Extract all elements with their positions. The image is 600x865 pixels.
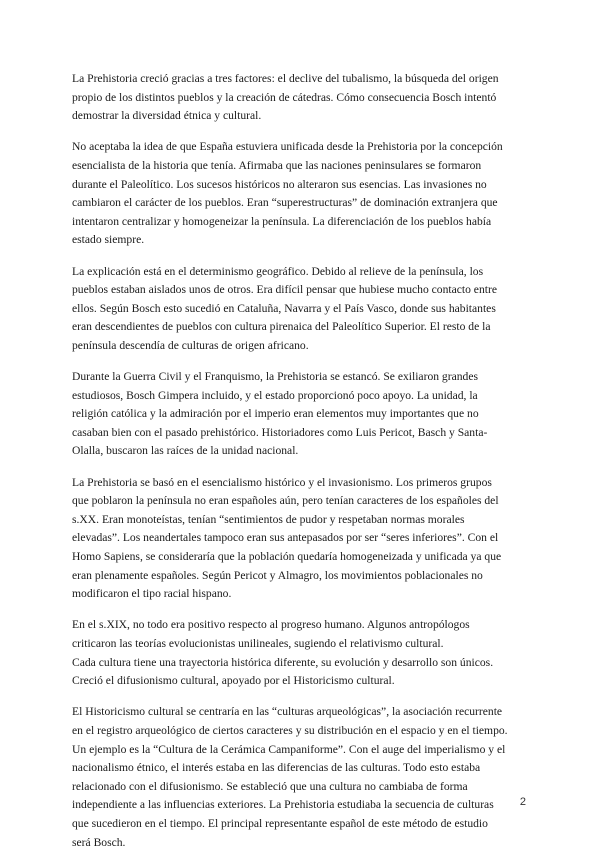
- text-line: nacionalismo étnico, el interés estaba en las diferencias de las culturas. Todo esto estaba: [72, 761, 481, 775]
- paragraph-4: [72, 368, 534, 461]
- text-line: intentaron centralizar y homogeneizar la península. La diferenciación de los pueblos había: [72, 214, 492, 228]
- text-line: eran plenamente españoles. Según Pericot y Almagro, los movimientos poblacionales no: [72, 568, 483, 582]
- paragraph-2: [72, 138, 534, 250]
- text-line: será Bosch.: [72, 835, 126, 849]
- text-line: Creció el difusionismo cultural, apoyado por el Historicismo cultural.: [72, 674, 395, 688]
- page-number: 2: [519, 796, 526, 808]
- text-line: criticaron las teorías evolucionistas unilineales, sugiendo el relativismo cultural.: [72, 637, 444, 650]
- paragraph-5: [72, 474, 534, 604]
- text-line: Olalla, buscaron las raíces de la unidad nacional.: [72, 444, 299, 458]
- text-line: demostrar la diversidad étnica y cultural.: [72, 109, 262, 123]
- text-line: estado siempre.: [72, 233, 145, 247]
- document-body: [72, 70, 534, 865]
- text-line: cambiaron el carácter de los pueblos. Eran “superestructuras” de dominación extranjera que: [72, 196, 498, 210]
- text-line: La Prehistoria creció gracias a tres factores: el declive del tubalismo, la búsqueda del origen: [72, 72, 499, 85]
- text-line: que poblaron la península no eran españoles aún, pero tenían caracteres de los españoles del: [72, 494, 499, 508]
- text-line: península descendía de culturas de origen africano.: [72, 338, 309, 352]
- text-line: s.XX. Eran monoteístas, tenían “sentimientos de pudor y respetaban normas morales: [72, 512, 465, 526]
- text-line: Homo Sapiens, se consideraría que la población quedaría homogeneizada y unificada ya que: [72, 550, 502, 564]
- text-line: ellos. Según Bosch esto sucedió en Cataluña, Navarra y el País Vasco, donde sus habitantes: [72, 301, 496, 315]
- paragraph-6: [72, 616, 534, 690]
- text-line: que sucedieron en el tiempo. El principal representante español de este método de estudio: [72, 816, 488, 830]
- text-line: durante el Paleolítico. Los sucesos históricos no alteraron sus esencias. Las invasiones no: [72, 177, 487, 191]
- paragraph-7: [72, 703, 534, 852]
- text-line: eran descendientes de pueblos con cultura pirenaica del Paleolítico Superior. El resto de la: [72, 320, 491, 334]
- text-line: independiente a las influencias exteriores. La Prehistoria estudiaba la secuencia de culturas: [72, 798, 494, 812]
- text-line: religión católica y la admiración por el imperio eran elementos muy importantes que no: [72, 407, 479, 421]
- text-line: Cada cultura tiene una trayectoria histórica diferente, su evolución y desarrollo son únicos.: [72, 655, 494, 669]
- text-line: El Historicismo cultural se centraría en las “culturas arqueológicas”, la asociación recurrente: [72, 705, 503, 719]
- text-line: La explicación está en el determinismo geográfico. Debido al relieve de la península, los: [72, 264, 484, 278]
- text-line: casaban bien con el pasado prehistórico. Historiadores como Luis Pericot, Basch y Santa-: [72, 425, 488, 439]
- text-line: relacionado con el difusionismo. Se estableció que una cultura no cambiaba de forma: [72, 779, 468, 793]
- text-line: en el registro arqueológico de ciertos caracteres y su distribución en el espacio y en el tiempo.: [72, 723, 508, 737]
- text-line: estudiosos, Bosch Gimpera incluido, y el estado proporcionó poco apoyo. La unidad, la: [72, 388, 478, 402]
- text-line: pueblos estaban aislados unos de otros. Era difícil pensar que hubiese mucho contacto entre: [72, 283, 497, 297]
- text-line: Durante la Guerra Civil y el Franquismo, la Prehistoria se estancó. Se exiliaron grandes: [72, 370, 478, 384]
- text-line: Un ejemplo es la “Cultura de la Cerámica Campaniforme”. Con el auge del imperialismo y el: [72, 742, 506, 756]
- text-line: En el s.XIX, no todo era positivo respecto al progreso humano. Algunos antropólogos: [72, 618, 470, 632]
- paragraph-3: [72, 263, 534, 356]
- text-line: No aceptaba la idea de que España estuviera unificada desde la Prehistoria por la concepción: [72, 140, 503, 154]
- text-line: modificaron el tipo racial hispano.: [72, 587, 232, 601]
- paragraph-1: [72, 70, 534, 126]
- text-line: propio de los distintos pueblos y la creación de cátedras. Cómo consecuencia Bosch intentó: [72, 90, 497, 104]
- text-line: esencialista de la historia que tenía. Afirmaba que las naciones peninsulares se formaron: [72, 158, 482, 172]
- text-line: elevadas”. Los neandertales tampoco eran sus antepasados por ser “seres inferiores”. Con el: [72, 531, 499, 545]
- text-line: La Prehistoria se basó en el esencialismo histórico y el invasionismo. Los primeros grupos: [72, 475, 492, 489]
